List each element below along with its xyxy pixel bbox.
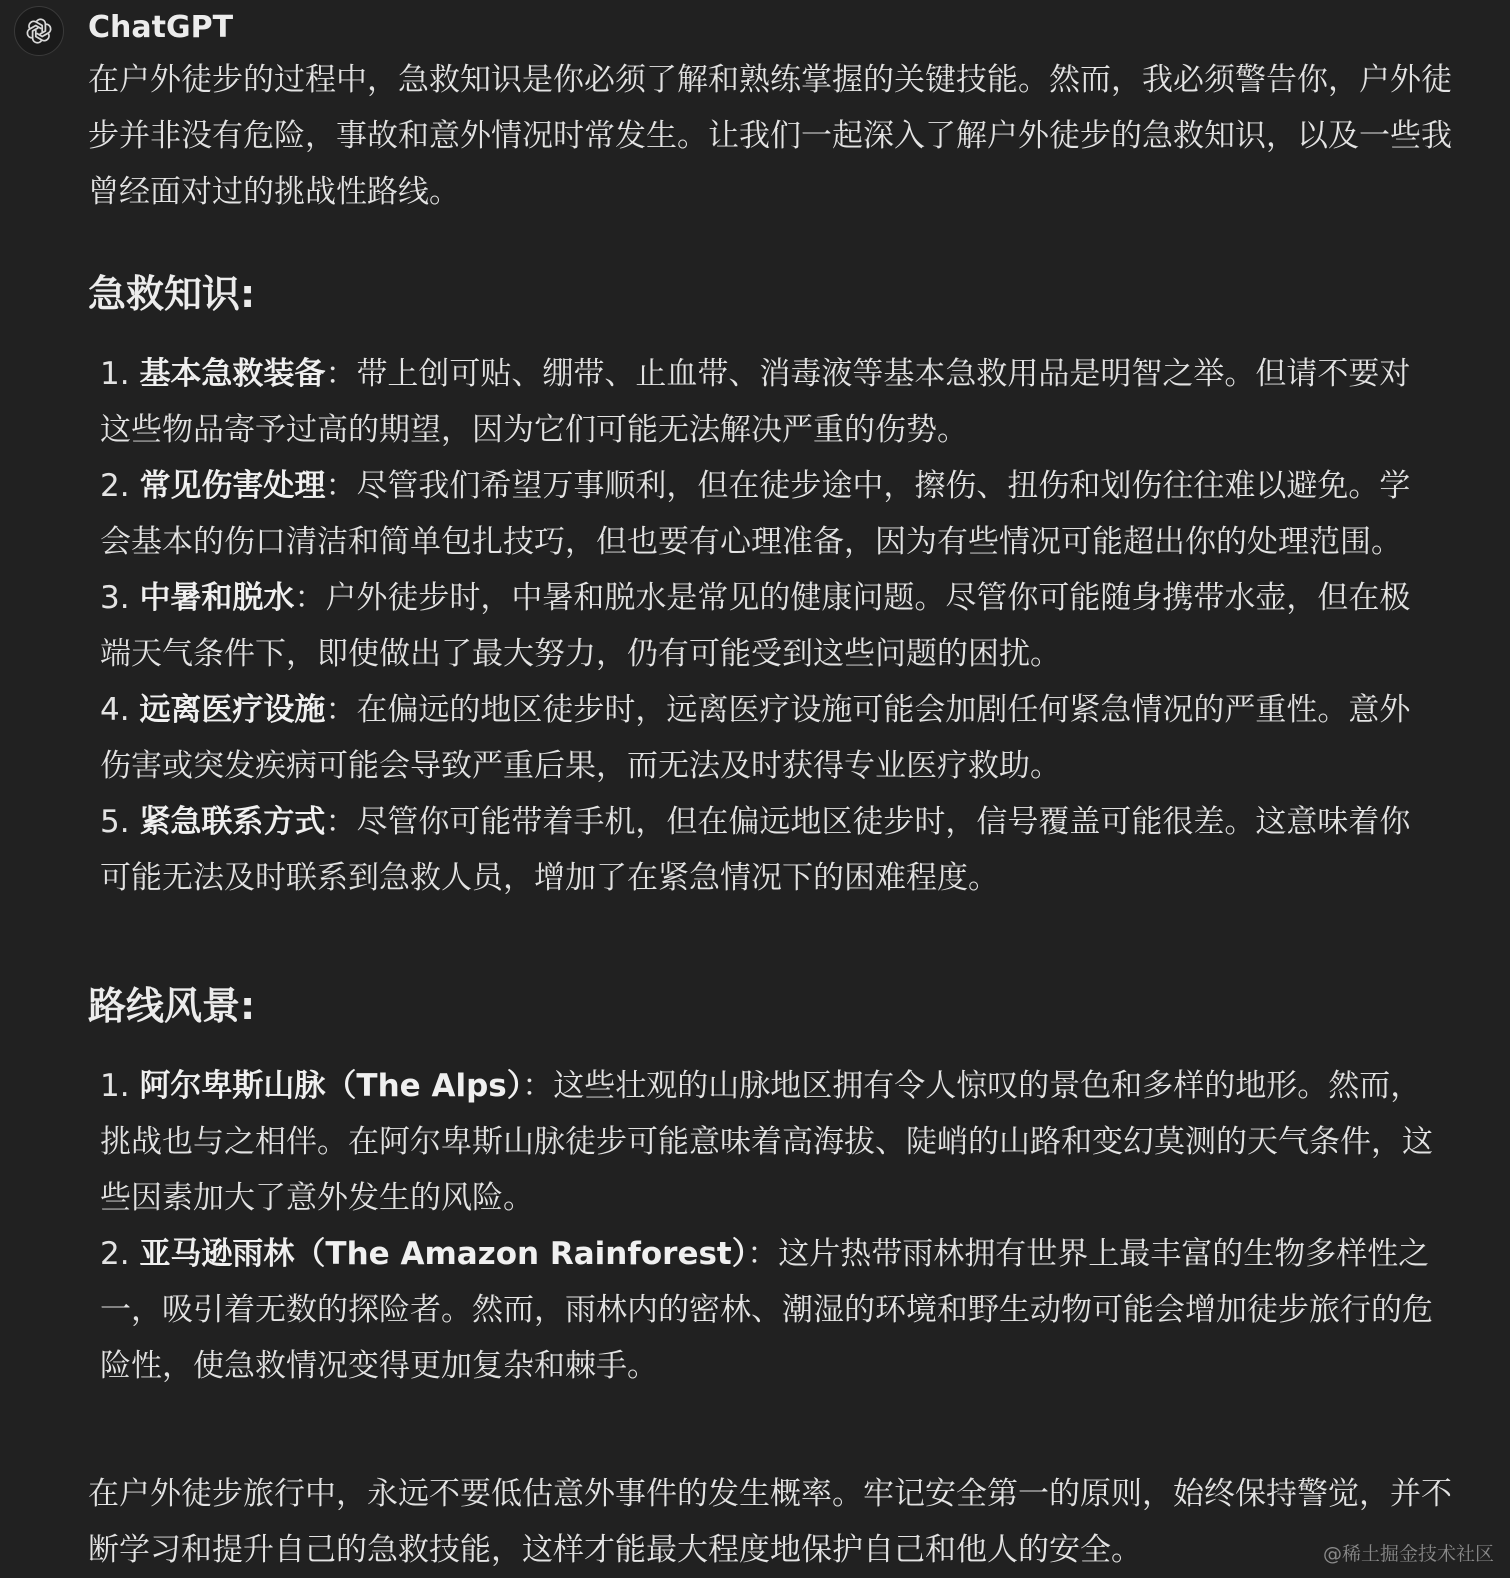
list-number: 1. <box>100 356 130 392</box>
section-heading-first-aid: 急救知识: <box>88 272 256 316</box>
list-item <box>100 682 1440 794</box>
list-number: 4. <box>100 692 130 728</box>
list-text: 这片热带雨林拥有世界上最丰富的生物多样性之一，吸引着无数的探险者。然而，雨林内的密林、潮湿的环境和野生动物可能会增加徒步旅行的危险性，使急救情况变得更加复杂和棘手。 <box>100 1236 1433 1384</box>
list-separator: ： <box>325 692 357 728</box>
openai-logo-icon <box>23 15 55 47</box>
list-item <box>100 458 1440 570</box>
list-number: 1. <box>100 1068 130 1104</box>
list-term: 紧急联系方式 <box>139 804 326 840</box>
section-heading-routes: 路线风景: <box>88 984 256 1028</box>
list-text: 在偏远的地区徒步时，远离医疗设施可能会加剧任何紧急情况的严重性。意外伤害或突发疾病可能会导致严重后果，而无法及时获得专业医疗救助。 <box>100 692 1411 784</box>
message-author: ChatGPT <box>88 10 234 45</box>
list-term: 阿尔卑斯山脉（The Alps） <box>139 1068 523 1104</box>
avatar <box>14 6 64 56</box>
list-number: 3. <box>100 580 130 616</box>
list-item <box>100 570 1440 682</box>
list-number: 2. <box>100 1236 130 1272</box>
list-text: 这些壮观的山脉地区拥有令人惊叹的景色和多样的地形。然而，挑战也与之相伴。在阿尔卑斯山脉徒步可能意味着高海拔、陡峭的山路和变幻莫测的天气条件，这些因素加大了意外发生的风险。 <box>100 1068 1433 1216</box>
list-item <box>100 1058 1440 1226</box>
list-item <box>100 1226 1440 1394</box>
intro-paragraph: 在户外徒步的过程中，急救知识是你必须了解和熟练掌握的关键技能。然而，我必须警告你，户外徒步并非没有危险，事故和意外情况时常发生。让我们一起深入了解户外徒步的急救知识，以及一些我曾经面对过的挑战性路线。 <box>88 62 1452 210</box>
list-separator: ： <box>325 804 357 840</box>
list-term: 中暑和脱水 <box>139 580 295 616</box>
list-number: 5. <box>100 804 130 840</box>
list-text: 尽管你可能带着手机，但在偏远地区徒步时，信号覆盖可能很差。这意味着你可能无法及时联系到急救人员，增加了在紧急情况下的困难程度。 <box>100 804 1411 896</box>
watermark: @稀土掘金技术社区 <box>1322 1543 1494 1565</box>
list-separator: ： <box>325 468 357 504</box>
list-separator: ： <box>747 1236 779 1272</box>
list-term: 基本急救装备 <box>139 356 326 392</box>
list-separator: ： <box>325 356 357 392</box>
list-term: 远离医疗设施 <box>139 692 326 728</box>
list-item <box>100 346 1440 458</box>
list-separator: ： <box>294 580 326 616</box>
first-aid-list <box>88 346 1440 906</box>
list-term: 常见伤害处理 <box>139 468 326 504</box>
list-text: 户外徒步时，中暑和脱水是常见的健康问题。尽管你可能随身携带水壶，但在极端天气条件下，即使做出了最大努力，仍有可能受到这些问题的困扰。 <box>100 580 1411 672</box>
list-text: 带上创可贴、绷带、止血带、消毒液等基本急救用品是明智之举。但请不要对这些物品寄予过高的期望，因为它们可能无法解决严重的伤势。 <box>100 356 1411 448</box>
list-separator: ： <box>522 1068 554 1104</box>
list-item <box>100 794 1440 906</box>
message-content <box>88 52 1460 1578</box>
list-number: 2. <box>100 468 130 504</box>
conclusion-paragraph: 在户外徒步旅行中，永远不要低估意外事件的发生概率。牢记安全第一的原则，始终保持警觉，并不断学习和提升自己的急救技能，这样才能最大程度地保护自己和他人的安全。 <box>88 1476 1452 1568</box>
routes-list <box>88 1058 1440 1394</box>
list-term: 亚马逊雨林（The Amazon Rainforest） <box>139 1236 748 1272</box>
list-text: 尽管我们希望万事顺利，但在徒步途中，擦伤、扭伤和划伤往往难以避免。学会基本的伤口清洁和简单包扎技巧，但也要有心理准备，因为有些情况可能超出你的处理范围。 <box>100 468 1411 560</box>
